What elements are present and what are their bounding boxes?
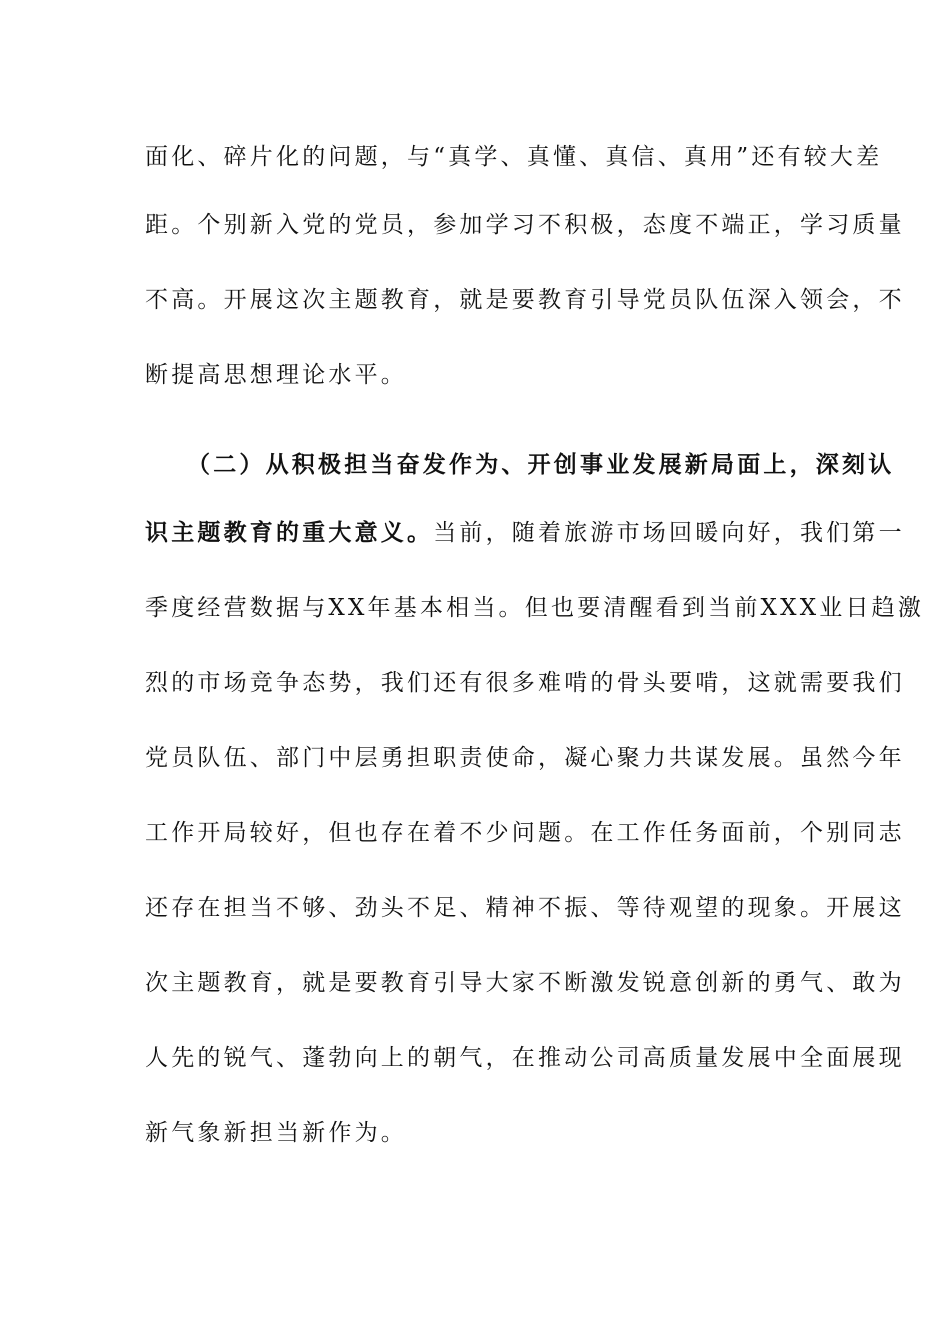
paragraph-1-line-4: 断提高思想理论水平。: [145, 362, 407, 388]
paragraph-2-line-6: 工作开局较好，但也存在着不少问题。在工作任务面前，个别同志: [145, 820, 905, 846]
paragraph-1-line-3: 不高。开展这次主题教育，就是要教育引导党员队伍深入领会，不: [145, 287, 905, 313]
paragraph-2-line-5: 党员队伍、部门中层勇担职责使命，凝心聚力共谋发展。虽然今年: [145, 745, 905, 771]
paragraph-2-line-7: 还存在担当不够、劲头不足、精神不振、等待观望的现象。开展这: [145, 895, 905, 921]
paragraph-1-line-1: 面化、碎片化的问题，与“真学、真懂、真信、真用”还有较大差: [145, 144, 883, 170]
paragraph-2-line-8: 次主题教育，就是要教育引导大家不断激发锐意创新的勇气、敢为: [145, 970, 905, 996]
section-heading: （二）从积极担当奋发作为、开创事业发展新局面上，深刻认: [187, 451, 895, 478]
paragraph-2-line-2-text: 当前，随着旅游市场回暖向好，我们第一: [433, 520, 905, 546]
paragraph-2-line-9: 人先的锐气、蓬勃向上的朝气，在推动公司高质量发展中全面展现: [145, 1045, 905, 1071]
paragraph-2-line-10: 新气象新担当新作为。: [145, 1120, 407, 1146]
section-heading-end: 识主题教育的重大意义。: [145, 519, 434, 546]
paragraph-1-line-2: 距。个别新入党的党员，参加学习不积极，态度不端正，学习质量: [145, 212, 905, 238]
paragraph-2-line-2: [145, 518, 905, 548]
paragraph-2-line-3: 季度经营数据与XX年基本相当。但也要清醒看到当前XXX业日趋激: [145, 595, 925, 621]
paragraph-2-line-4: 烈的市场竞争态势，我们还有很多难啃的骨头要啃，这就需要我们: [145, 670, 905, 696]
